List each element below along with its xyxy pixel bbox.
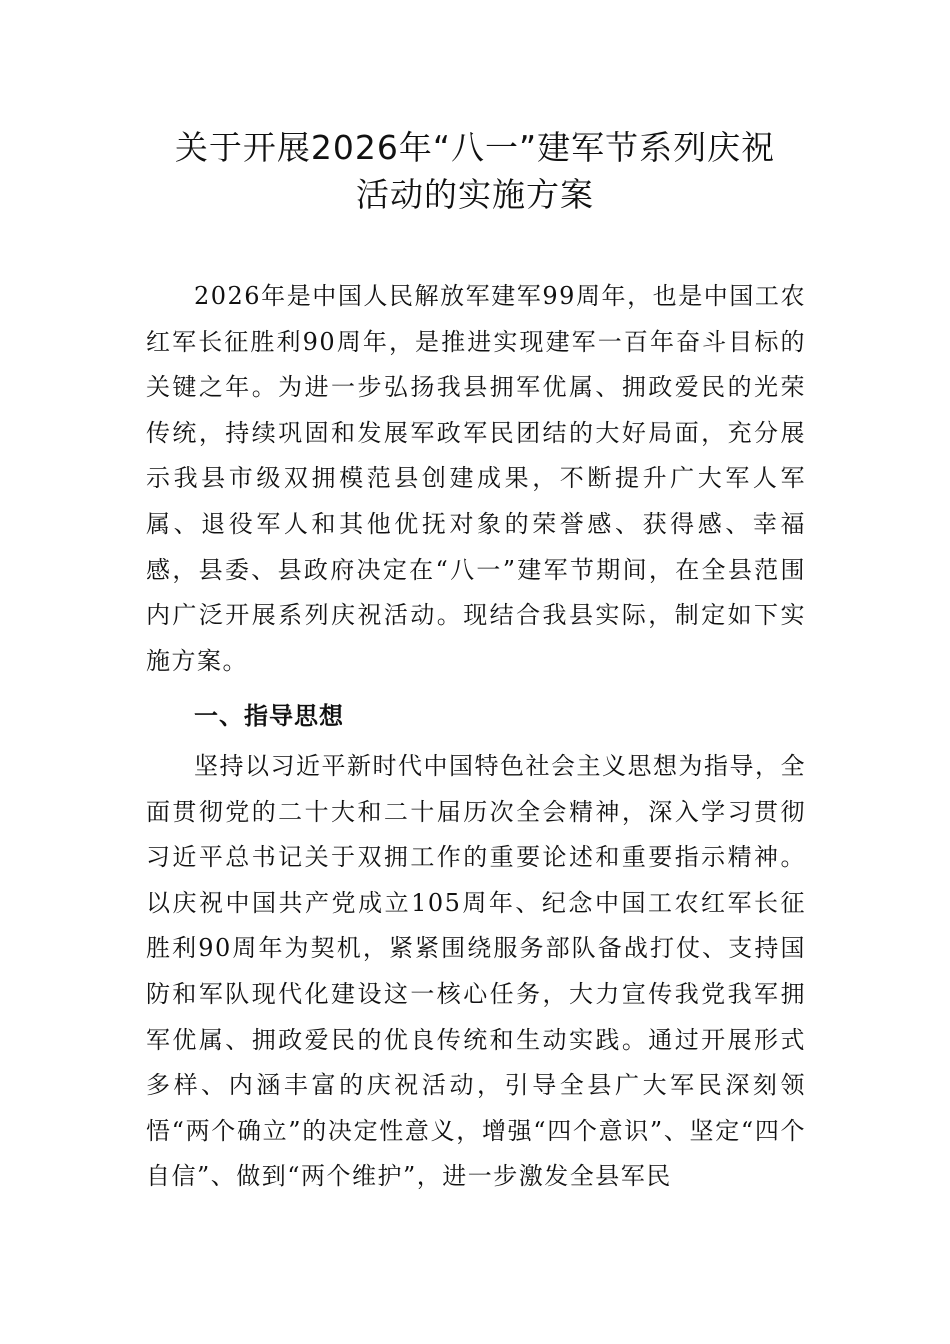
guiding-ideology-paragraph: 坚持以习近平新时代中国特色社会主义思想为指导，全面贯彻党的二十大和二十届历次全会精神，深入学习贯彻习近平总书记关于双拥工作的重要论述和重要指示精神。以庆祝中国共产党成立105周年、纪念中国工农红军长征胜利90周年为契机，紧紧围绕服务部队备战打仗、支持国防和军队现代化建设这一核心任务，大力宣传我党我军拥军优属、拥政爱民的优良传统和生动实践。通过开展形式多样、内涵丰富的庆祝活动，引导全县广大军民深刻领悟“两个确立”的决定性意义，增强“四个意识”、坚定“四个自信”、做到“两个维护”，进一步激发全县军民 [146,752,806,1191]
document-title-line-1: 关于开展2026年“八一”建军节系列庆祝 [174,128,776,167]
section-heading-guiding-ideology: 一、指导思想 [194,702,344,730]
intro-paragraph: 2026年是中国人民解放军建军99周年，也是中国工农红军长征胜利90周年，是推进实现建军一百年奋斗目标的关键之年。为进一步弘扬我县拥军优属、拥政爱民的光荣传统，持续巩固和发展军政军民团结的大好局面，充分展示我县市级双拥模范县创建成果，不断提升广大军人军属、退役军人和其他优抚对象的荣誉感、获得感、幸福感，县委、县政府决定在“八一”建军节期间，在全县范围内广泛开展系列庆祝活动。现结合我县实际，制定如下实施方案。 [146,282,806,675]
document-title [100,124,850,218]
document-title-line-2: 活动的实施方案 [356,175,594,214]
